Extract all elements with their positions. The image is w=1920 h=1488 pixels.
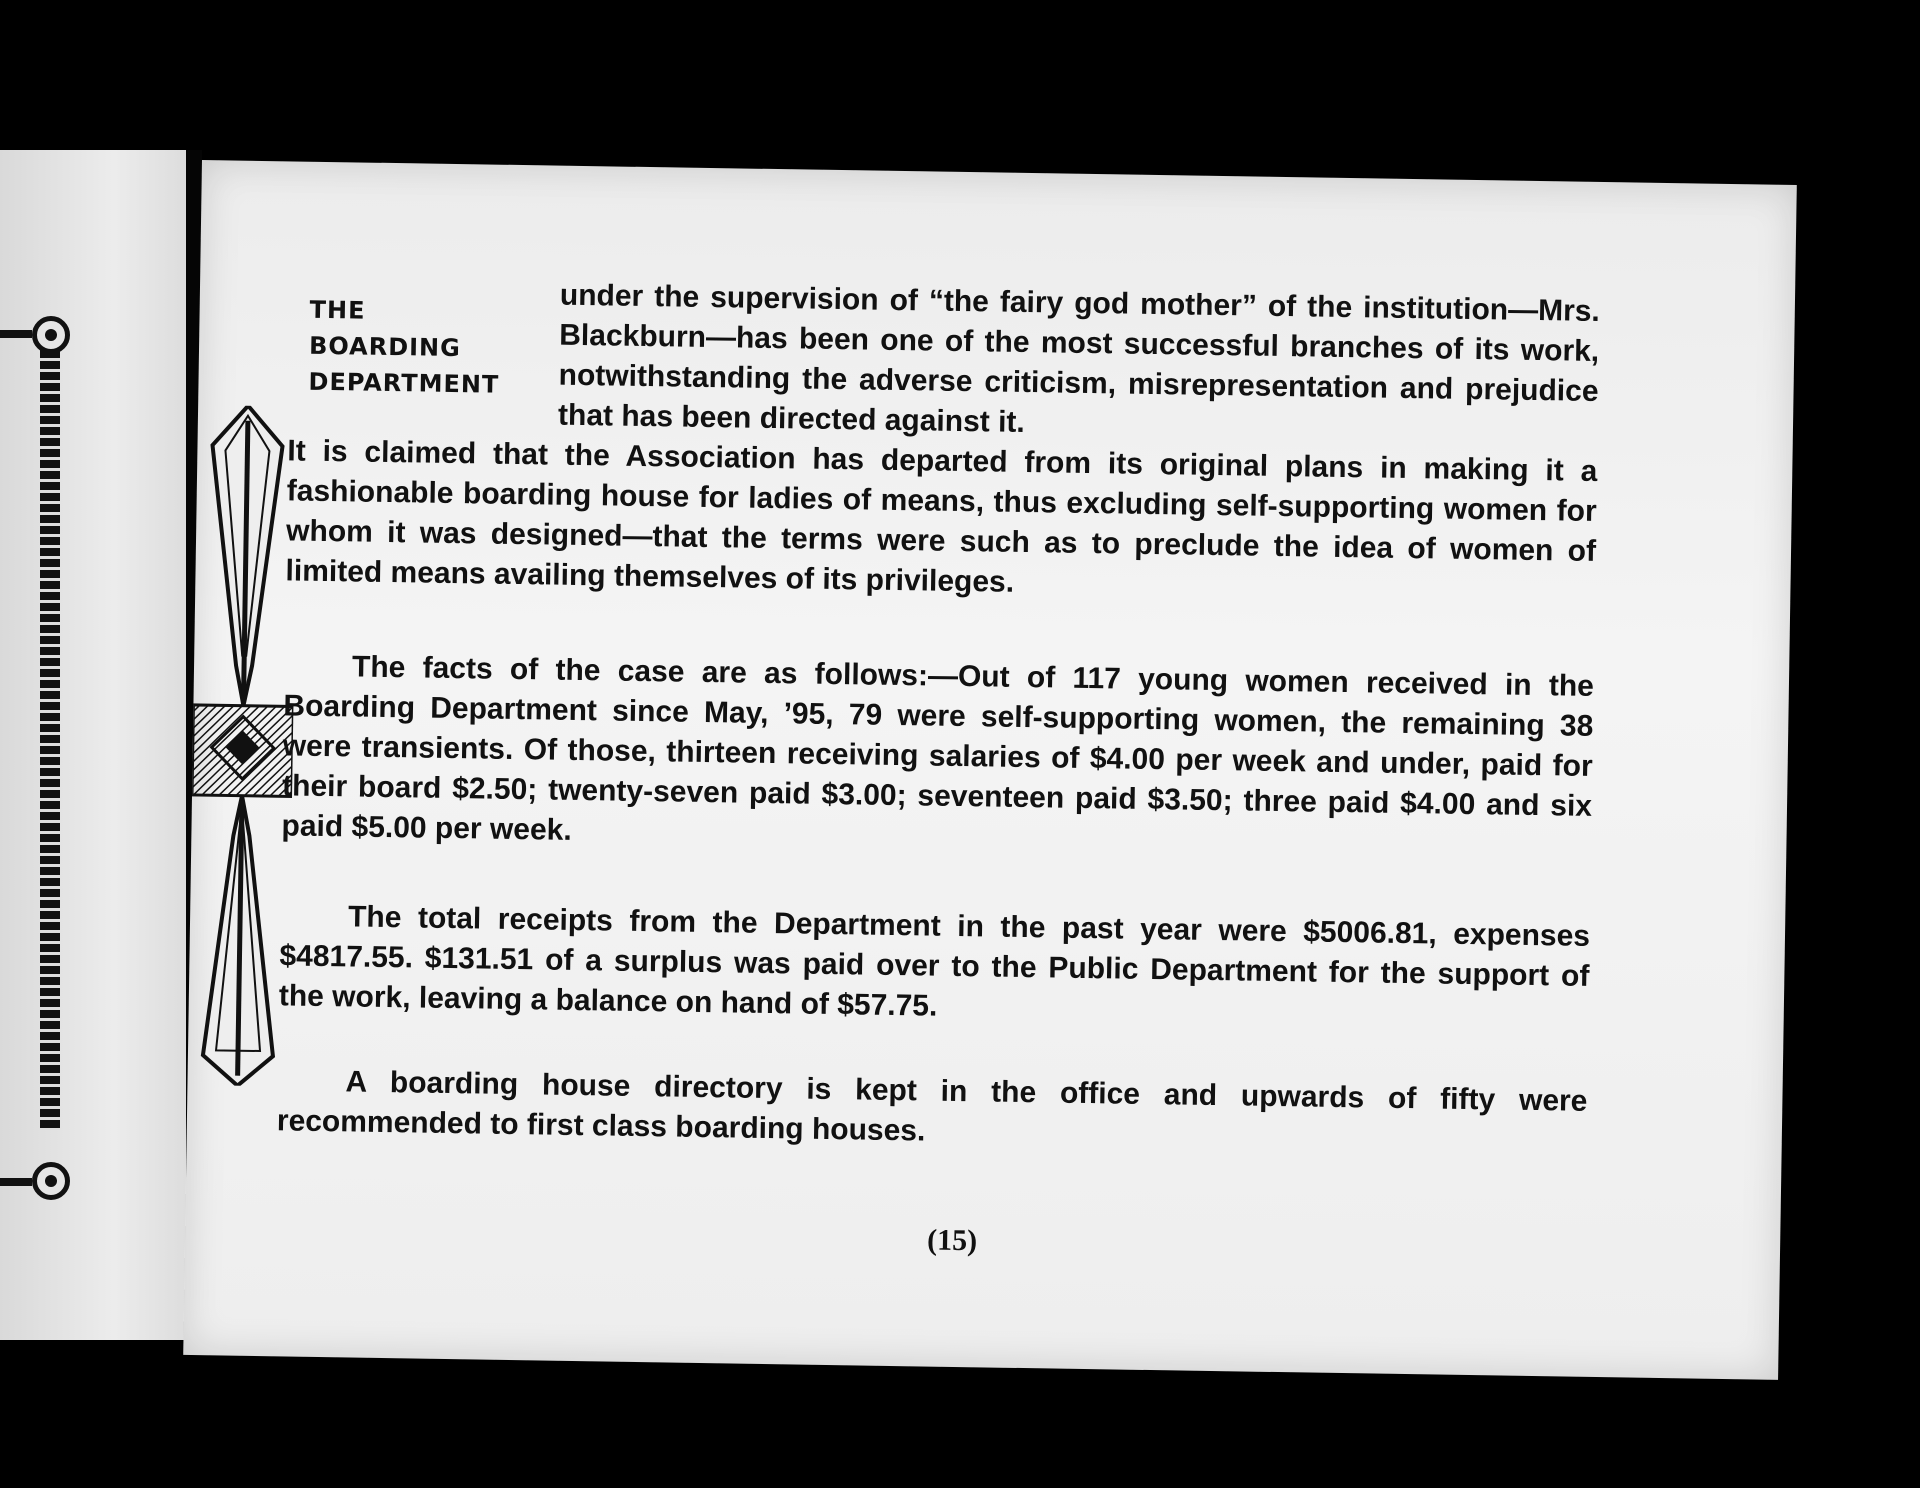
ornament-top-ring: [32, 316, 70, 354]
paragraph-2: The facts of the case are as follows:—Out of 117 young women received in the Boarding Department since May, ’95, 79 were self-supporting women, the remaining 38 were transients. Of those, thirteen receiving salaries of $4.00 per week and under, paid for their board $2.50; twenty-seven paid $3.00; seventeen paid $3.50; three paid $4.00 and six paid $5.00 per week.: [281, 650, 1595, 847]
ornament-top-bar: [0, 330, 32, 338]
ornament-bottom-ring: [32, 1162, 70, 1200]
paragraph-1: [285, 271, 1600, 612]
page-number: (15): [926, 1223, 978, 1258]
heading-line-boarding: BOARDING: [308, 331, 462, 363]
paragraph-3: The total receipts from the Department in the past year were $5006.81, expenses $4817.55. $131.51 of a surplus was paid over to the Public Department for the support of the work, leaving a balance on hand of $57.75.: [278, 900, 1591, 1023]
ornament-bottom-bar: [0, 1178, 32, 1186]
paragraph-1-continued: It is claimed that the Association has departed from its original plans in making it a fashionable boarding house for ladies of means, thus excluding self-supporting women for whom it was designed—that the terms were such as to preclude the idea of women of limited means availing themselves of its privileges.: [285, 434, 1598, 599]
paragraph-4: A boarding house directory is kept in the office and upwards of fifty were recommended to first class boarding houses.: [276, 1065, 1588, 1148]
heading-line-department: DEPARTMENT: [308, 367, 500, 399]
ornament-chain-border: [40, 350, 60, 1130]
heading-line-the: THE: [309, 295, 366, 325]
paragraph-1-intro: under the supervision of “the fairy god mother” of the institution—Mrs. Blackburn—has been one of the most successful branches of its work, notwithstanding the adverse criticism, misrepresentation and prejudice that has been directed against it.: [557, 278, 1601, 439]
previous-page-edge: [0, 150, 190, 1340]
book-page: [183, 160, 1797, 1380]
